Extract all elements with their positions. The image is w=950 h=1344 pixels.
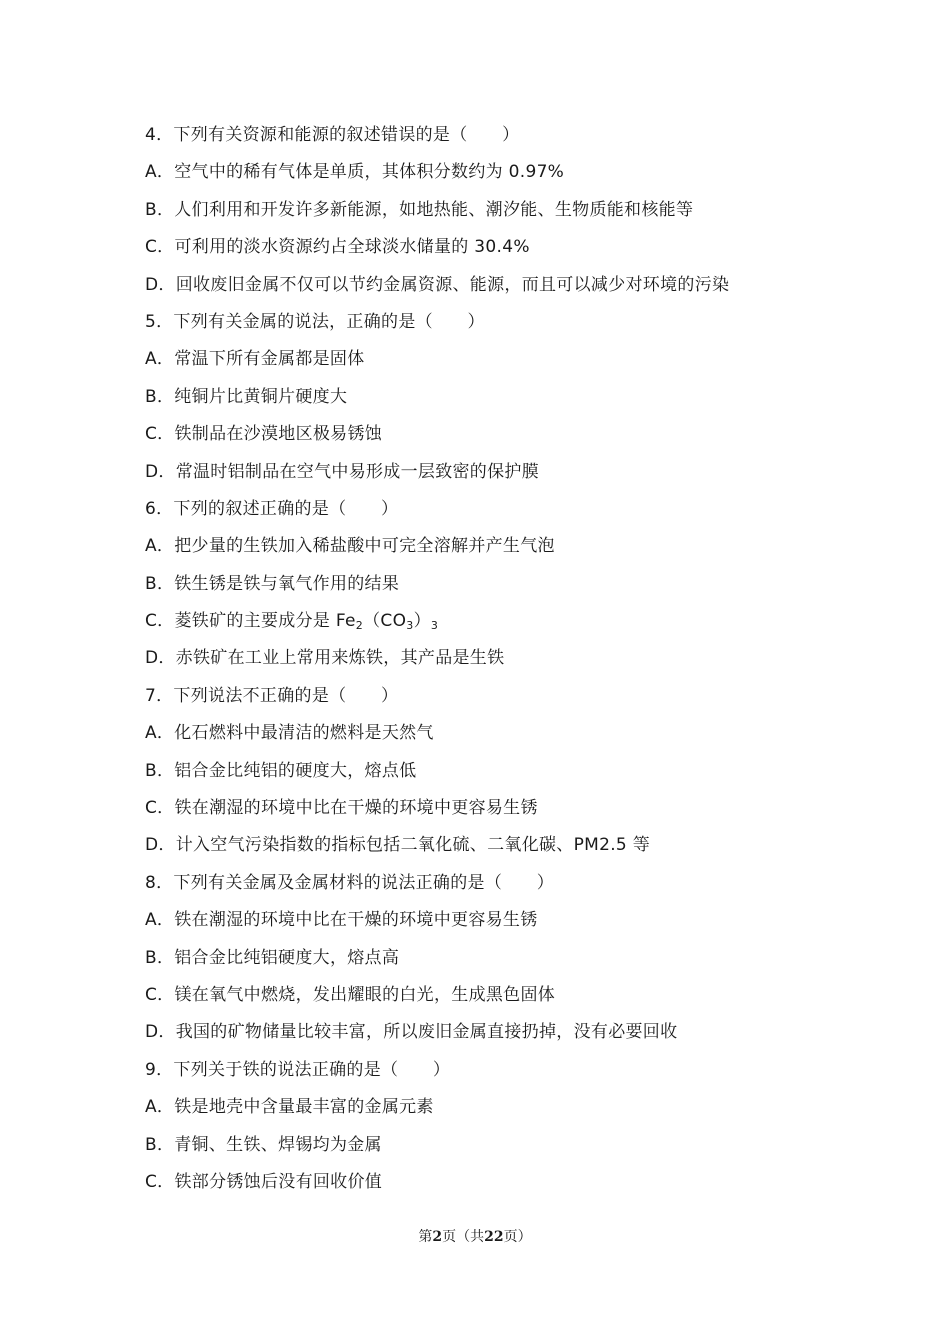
question-7-option-d: D．计入空气污染指数的指标包括二氧化硫、二氧化碳、PM2.5 等 — [145, 835, 651, 856]
question-6-stem: 6．下列的叙述正确的是（ ） — [145, 498, 399, 519]
question-9-stem: 9．下列关于铁的说法正确的是（ ） — [145, 1059, 451, 1080]
question-6-option-d: D．赤铁矿在工业上常用来炼铁，其产品是生铁 — [145, 648, 505, 669]
question-8-option-d: D．我国的矿物储量比较丰富，所以废旧金属直接扔掉，没有必要回收 — [145, 1022, 678, 1043]
question-8-option-c: C．镁在氧气中燃烧，发出耀眼的白光，生成黑色固体 — [145, 984, 556, 1005]
question-5-option-a: A．常温下所有金属都是固体 — [145, 349, 365, 370]
question-5-option-c: C．铁制品在沙漠地区极易锈蚀 — [145, 424, 383, 445]
question-7-option-b: B．铝合金比纯铝的硬度大，熔点低 — [145, 760, 417, 781]
question-8-stem: 8．下列有关金属及金属材料的说法正确的是（ ） — [145, 872, 555, 893]
question-list — [145, 117, 845, 1201]
footer-prefix: 第 — [418, 1229, 433, 1245]
question-7-option-a: A．化石燃料中最清洁的燃料是天然气 — [145, 723, 434, 744]
footer-suffix: 页） — [503, 1229, 532, 1245]
question-8-option-a: A．铁在潮湿的环境中比在干燥的环境中更容易生锈 — [145, 910, 538, 931]
question-4-option-b: B．人们利用和开发许多新能源，如地热能、潮汐能、生物质能和核能等 — [145, 199, 694, 220]
question-8-option-b: B．铝合金比纯铝硬度大，熔点高 — [145, 947, 400, 968]
question-9-option-b: B．青铜、生铁、焊锡均为金属 — [145, 1134, 382, 1155]
question-6-option-b: B．铁生锈是铁与氧气作用的结果 — [145, 573, 400, 594]
question-5-option-b: B．纯铜片比黄铜片硬度大 — [145, 386, 348, 407]
formula-subscript: 3 — [406, 619, 414, 633]
formula-close: ） — [413, 611, 431, 632]
question-7-stem: 7．下列说法不正确的是（ ） — [145, 685, 399, 706]
question-4-stem: 4．下列有关资源和能源的叙述错误的是（ ） — [145, 125, 520, 145]
question-9-option-a: A．铁是地壳中含量最丰富的金属元素 — [145, 1097, 434, 1118]
question-4-option-a: A．空气中的稀有气体是单质，其体积分数约为 0.97% — [145, 162, 565, 183]
formula-prefix: C．菱铁矿的主要成分是 Fe — [145, 611, 356, 632]
footer-page-number: 2 — [432, 1229, 443, 1245]
question-5-option-d: D．常温时铝制品在空气中易形成一层致密的保护膜 — [145, 461, 539, 482]
formula-middle: （CO — [363, 611, 407, 632]
question-6-option-a: A．把少量的生铁加入稀盐酸中可完全溶解并产生气泡 — [145, 536, 555, 557]
page-footer — [0, 1226, 950, 1246]
question-4-option-d: D．回收废旧金属不仅可以节约金属资源、能源，而且可以减少对环境的污染 — [145, 274, 730, 295]
footer-mid: 页（共 — [442, 1229, 485, 1245]
question-4-option-c: C．可利用的淡水资源约占全球淡水储量的 30.4% — [145, 237, 530, 258]
question-6-option-c — [145, 603, 845, 640]
question-9-option-c: C．铁部分锈蚀后没有回收价值 — [145, 1171, 383, 1192]
question-7-option-c: C．铁在潮湿的环境中比在干燥的环境中更容易生锈 — [145, 798, 538, 819]
formula-subscript: 2 — [355, 619, 364, 633]
footer-total-pages: 22 — [484, 1229, 504, 1245]
formula-subscript: 3 — [430, 619, 439, 633]
question-5-stem: 5．下列有关金属的说法，正确的是（ ） — [145, 311, 485, 332]
